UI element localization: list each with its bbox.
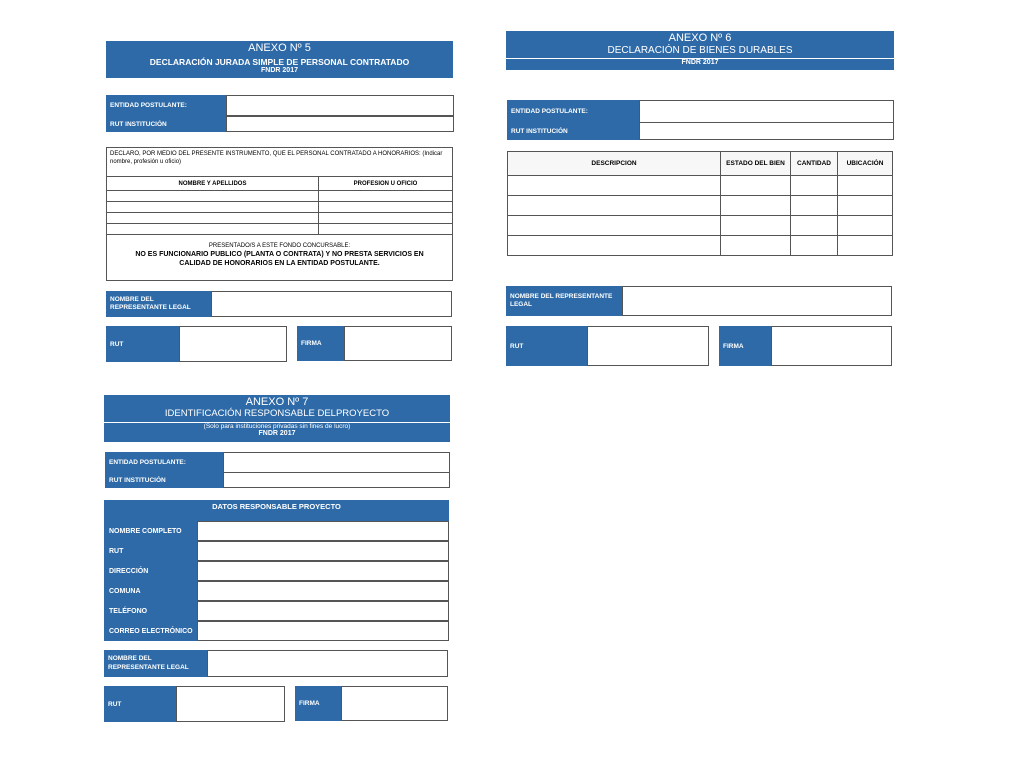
anexo5-header [106, 41, 453, 78]
anexo7-field-direccion-input[interactable] [197, 561, 449, 581]
anexo6-cell[interactable] [721, 196, 791, 216]
anexo6-representante-label: NOMBRE DEL REPRESENTANTE LEGAL [506, 286, 623, 316]
anexo5-profesion-cell[interactable] [319, 191, 453, 202]
anexo6-rut-field[interactable] [587, 326, 709, 366]
anexo7-rut-field[interactable] [176, 686, 285, 722]
anexo5-rut-label: RUT [106, 326, 180, 362]
anexo6-title: ANEXO Nº 6 [668, 32, 732, 44]
anexo7-field-telefono-label: TELÉFONO [104, 601, 198, 621]
anexo6-cell[interactable] [721, 176, 791, 196]
anexo7-firma-field[interactable] [341, 686, 448, 721]
table-row [508, 196, 893, 216]
anexo6-entidad-label: ENTIDAD POSTULANTE: [507, 100, 640, 123]
anexo6-cell[interactable] [791, 176, 838, 196]
anexo7-field-rut-label: RUT [104, 541, 198, 561]
anexo5-profesion-cell[interactable] [319, 202, 453, 213]
anexo6-cell[interactable] [508, 196, 721, 216]
anexo5-personal-table [107, 176, 452, 235]
anexo5-col-nombre: NOMBRE Y APELLIDOS [107, 177, 319, 191]
anexo5-entidad-field[interactable] [226, 95, 454, 116]
anexo7-field-telefono-input[interactable] [197, 601, 449, 621]
anexo5-nombre-cell[interactable] [107, 202, 319, 213]
anexo6-representante-field[interactable] [622, 286, 892, 316]
anexo6-bienes-table [507, 151, 893, 256]
anexo5-title: ANEXO Nº 5 [248, 42, 311, 54]
anexo7-field-direccion-label: DIRECCIÓN [104, 561, 198, 581]
anexo7-datos-header: DATOS RESPONSABLE PROYECTO [104, 500, 449, 521]
anexo5-rut-field[interactable] [179, 326, 287, 362]
anexo5-nombre-cell[interactable] [107, 224, 319, 235]
anexo6-entidad-field[interactable] [639, 100, 894, 123]
anexo5-nombre-cell[interactable] [107, 213, 319, 224]
table-row [508, 236, 893, 256]
anexo6-cell[interactable] [508, 176, 721, 196]
anexo5-presentado-text: PRESENTADO/S A ESTE FONDO CONCURSABLE: [208, 243, 351, 249]
anexo7-year: FNDR 2017 [258, 430, 296, 438]
anexo6-firma-field[interactable] [771, 326, 892, 366]
anexo5-nombre-cell[interactable] [107, 191, 319, 202]
anexo7-header [104, 395, 450, 442]
anexo6-cell[interactable] [838, 196, 893, 216]
anexo6-cell[interactable] [721, 216, 791, 236]
anexo7-rut-label: RUT [104, 686, 177, 722]
table-row [107, 191, 452, 202]
anexo5-subtitle: DECLARACIÓN JURADA SIMPLE DE PERSONAL CONTRATADO [149, 56, 410, 67]
anexo6-cell[interactable] [791, 216, 838, 236]
anexo6-rut-inst-field[interactable] [639, 122, 894, 140]
anexo6-col-estado: ESTADO DEL BIEN [721, 152, 791, 176]
anexo5-rut-inst-label: RUT INSTITUCIÓN [106, 116, 227, 132]
anexo5-declaration-box [106, 147, 453, 281]
anexo7-field-nombre-input[interactable] [197, 521, 449, 541]
anexo6-header [506, 31, 894, 70]
anexo7-field-correo-label: CORREO ELECTRÓNICO [104, 621, 198, 641]
anexo6-rut-inst-label: RUT INSTITUCIÓN [507, 122, 640, 140]
anexo7-note: (Solo para instituciones privadas sin fines de lucro) [104, 422, 450, 430]
anexo6-cell[interactable] [508, 216, 721, 236]
anexo5-col-profesion: PROFESION U OFICIO [319, 177, 453, 191]
anexo5-firma-field[interactable] [344, 326, 452, 361]
anexo5-entidad-label: ENTIDAD POSTULANTE: [106, 95, 227, 116]
anexo7-field-comuna-input[interactable] [197, 581, 449, 601]
anexo6-firma-label: FIRMA [719, 326, 772, 366]
anexo7-firma-label: FIRMA [295, 686, 342, 721]
anexo6-col-ubicacion: UBICACIÓN [838, 152, 893, 176]
anexo5-year: FNDR 2017 [261, 67, 298, 75]
anexo5-no-es-text: NO ES FUNCIONARIO PUBLICO (PLANTA O CONTRATA) Y NO PRESTA SERVICIOS EN CALIDAD DE HONORARIOS EN LA ENTIDAD POSTULANTE. [135, 251, 424, 268]
anexo5-profesion-cell[interactable] [319, 213, 453, 224]
anexo7-rut-inst-label: RUT INSTITUCIÓN [105, 472, 224, 488]
anexo6-col-cantidad: CANTIDAD [791, 152, 838, 176]
anexo5-representante-field[interactable] [211, 291, 452, 317]
anexo6-cell[interactable] [508, 236, 721, 256]
anexo6-cell[interactable] [791, 236, 838, 256]
anexo6-col-descripcion: DESCRIPCION [508, 152, 721, 176]
anexo6-subtitle: DECLARACIÓN DE BIENES DURABLES [607, 44, 793, 56]
anexo5-firma-label: FIRMA [297, 326, 345, 361]
anexo7-field-correo-input[interactable] [197, 621, 449, 641]
table-row [107, 213, 452, 224]
anexo5-declaro-text: DECLARO, POR MEDIO DEL PRESENTE INSTRUMENTO, QUE EL PERSONAL CONTRATADO A HONORARIOS: (Indicar nombre, profesión u oficio) [110, 151, 443, 166]
anexo6-cell[interactable] [838, 176, 893, 196]
anexo6-year: FNDR 2017 [506, 58, 894, 67]
anexo7-field-comuna-label: COMUNA [104, 581, 198, 601]
anexo7-entidad-field[interactable] [223, 452, 450, 473]
anexo6-cell[interactable] [721, 236, 791, 256]
anexo6-cell[interactable] [791, 196, 838, 216]
table-row [508, 176, 893, 196]
anexo7-representante-label: NOMBRE DEL REPRESENTANTE LEGAL [104, 650, 208, 677]
anexo7-field-rut-input[interactable] [197, 541, 449, 561]
anexo5-profesion-cell[interactable] [319, 224, 453, 235]
table-row [107, 202, 452, 213]
anexo6-rut-label: RUT [506, 326, 588, 366]
anexo7-title: ANEXO Nº 7 [245, 396, 309, 408]
anexo7-rut-inst-field[interactable] [223, 472, 450, 488]
anexo7-representante-field[interactable] [207, 650, 448, 677]
anexo6-cell[interactable] [838, 236, 893, 256]
anexo7-field-nombre-label: NOMBRE COMPLETO [104, 521, 198, 541]
table-row [107, 224, 452, 235]
anexo5-rut-inst-field[interactable] [226, 116, 454, 132]
table-row [508, 216, 893, 236]
anexo7-subtitle: IDENTIFICACIÓN RESPONSABLE DELPROYECTO [164, 407, 390, 419]
anexo7-entidad-label: ENTIDAD POSTULANTE: [105, 452, 224, 473]
anexo6-cell[interactable] [838, 216, 893, 236]
anexo5-representante-label: NOMBRE DEL REPRESENTANTE LEGAL [106, 291, 212, 317]
